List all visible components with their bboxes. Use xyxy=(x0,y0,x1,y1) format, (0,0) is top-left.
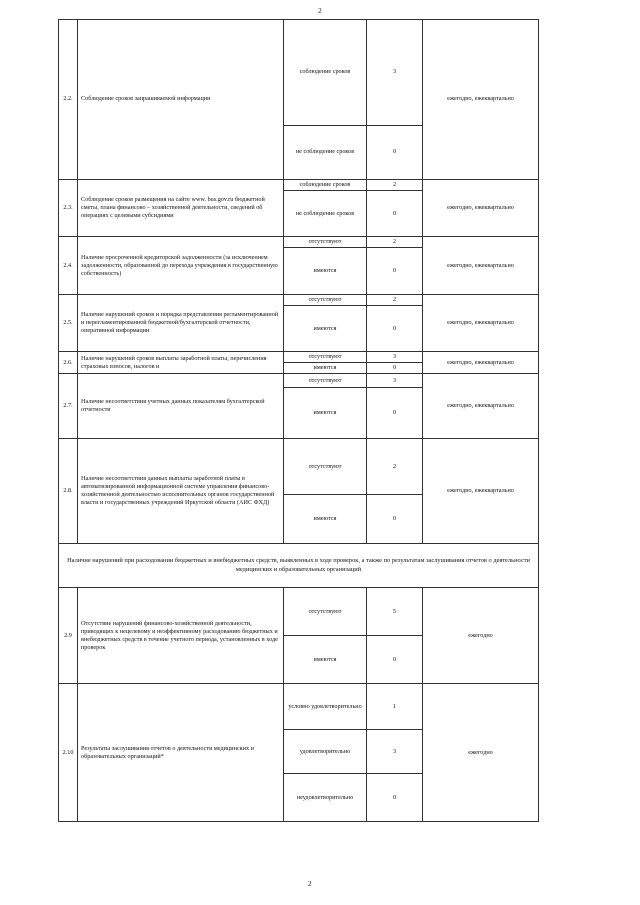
periodicity: ежегодно xyxy=(423,684,539,822)
row-number: 2.7. xyxy=(59,374,78,439)
periodicity: ежегодно, ежеквартально xyxy=(423,180,539,237)
score: 0 xyxy=(367,306,423,352)
periodicity: ежегодно xyxy=(423,588,539,684)
table-row xyxy=(59,374,539,388)
criterion: отсутствуют xyxy=(284,237,367,248)
periodicity: ежегодно, ежеквартально xyxy=(423,237,539,295)
row-number: 2.8. xyxy=(59,439,78,544)
score: 0 xyxy=(367,636,423,684)
score: 2 xyxy=(367,439,423,495)
criterion: имеются xyxy=(284,636,367,684)
row-number: 2.6. xyxy=(59,352,78,374)
score: 3 xyxy=(367,20,423,126)
table-row xyxy=(59,295,539,306)
criterion: имеются xyxy=(284,495,367,544)
score: 3 xyxy=(367,352,423,363)
score: 0 xyxy=(367,495,423,544)
score: 2 xyxy=(367,180,423,191)
table-row xyxy=(59,352,539,363)
periodicity: ежегодно, ежеквартально xyxy=(423,439,539,544)
indicator-name: Результаты заслушивания отчетов о деятельности медицинских и образовательных организаций* xyxy=(78,684,284,822)
criterion: условно удовлетворительно xyxy=(284,684,367,730)
criterion: удовлетворительно xyxy=(284,730,367,774)
row-number: 2.2. xyxy=(59,20,78,180)
periodicity: ежегодно, ежеквартально xyxy=(423,295,539,352)
criterion: имеются xyxy=(284,306,367,352)
row-number: 2.4. xyxy=(59,237,78,295)
criterion: имеются xyxy=(284,248,367,295)
indicator-name: Наличие несоответствия учетных данных показателям бухгалтерской отчетности xyxy=(78,374,284,439)
criterion: отсутствуют xyxy=(284,374,367,388)
indicator-name: Соблюдение сроков размещения на сайте www. bus.gov.ru бюджетной сметы, плана финансово – хозяйственной деятельности, сведений об операциях с целевыми субсидиями xyxy=(78,180,284,237)
score: 0 xyxy=(367,126,423,180)
criterion: не соблюдение сроков xyxy=(284,126,367,180)
criterion: неудовлетворительно xyxy=(284,774,367,822)
page-mark: 2 xyxy=(308,880,312,888)
table-row xyxy=(59,544,539,588)
section-note: Наличие нарушений при расходовании бюджетных и внебюджетных средств, выявленных в ходе проверок, а также по результатам заслушивания отчетов о деятельности медицинских и образовательных организаций xyxy=(59,544,539,588)
criterion: отсутствуют xyxy=(284,439,367,495)
score: 0 xyxy=(367,191,423,237)
score: 3 xyxy=(367,730,423,774)
score: 5 xyxy=(367,588,423,636)
criteria-table xyxy=(58,19,539,822)
criterion: отсутствуют xyxy=(284,295,367,306)
criterion: отсутствуют xyxy=(284,352,367,363)
indicator-name: Наличие нарушений сроков выплаты заработной платы, перечисления страховых взносов, налогов и xyxy=(78,352,284,374)
criterion: соблюдение сроков xyxy=(284,20,367,126)
score: 2 xyxy=(367,237,423,248)
row-number: 2.10 xyxy=(59,684,78,822)
criterion: не соблюдение сроков xyxy=(284,191,367,237)
score: 2 xyxy=(367,295,423,306)
indicator-name: Отсутствие нарушений финансово-хозяйственной деятельности, приводящих к нецелевому и неэффективному расходованию бюджетных и внебюджетных средств в течение учетного периода, установленных в ходе проверок xyxy=(78,588,284,684)
table-row xyxy=(59,684,539,730)
score: 0 xyxy=(367,388,423,439)
score: 0 xyxy=(367,774,423,822)
score: 1 xyxy=(367,684,423,730)
score: 0 xyxy=(367,363,423,374)
page-number: 2 xyxy=(318,7,322,15)
table-row xyxy=(59,20,539,126)
criterion: имеются xyxy=(284,388,367,439)
table-row xyxy=(59,588,539,636)
score: 3 xyxy=(367,374,423,388)
table-row xyxy=(59,237,539,248)
indicator-name: Наличие нарушений сроков и порядка представления регламентированной и нерегламентированной бюджетной/бухгалтерской отчетности, оперативной информации xyxy=(78,295,284,352)
periodicity: ежегодно, ежеквартально xyxy=(423,352,539,374)
row-number: 2.3. xyxy=(59,180,78,237)
indicator-name: Наличие несоответствия данных выплаты заработной платы в автоматизированной информационной системе управления финансово-хозяйственной деятельностью исполнительных органов государственной власти и государственных учреждений Иркутской области (АИС ФХД) xyxy=(78,439,284,544)
periodicity: ежегодно, ежеквартально xyxy=(423,374,539,439)
row-number: 2.5. xyxy=(59,295,78,352)
row-number: 2.9 xyxy=(59,588,78,684)
table-row xyxy=(59,180,539,191)
periodicity: ежегодно, ежеквартально xyxy=(423,20,539,180)
score: 0 xyxy=(367,248,423,295)
table-row xyxy=(59,439,539,495)
indicator-name: Наличие просроченной кредиторской задолженности (за исключением задолженности, образованной до перехода учреждения в государственную собственность) xyxy=(78,237,284,295)
criterion: соблюдение сроков xyxy=(284,180,367,191)
criterion: имеются xyxy=(284,363,367,374)
criterion: отсутствуют xyxy=(284,588,367,636)
indicator-name: Соблюдение сроков запрашиваемой информации xyxy=(78,20,284,180)
